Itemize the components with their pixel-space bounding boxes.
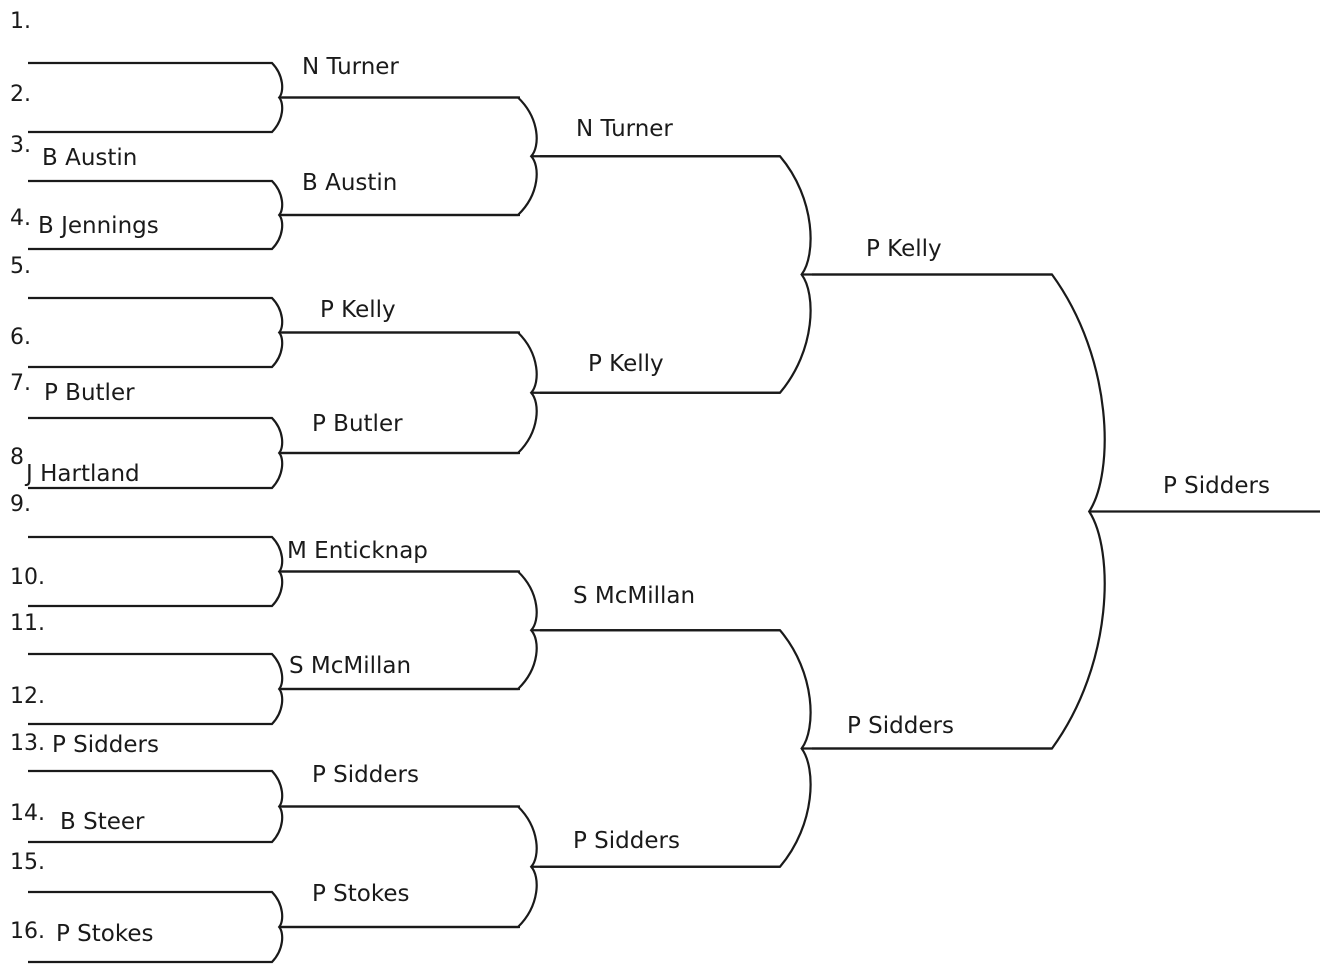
seed-16: 16. [10,919,45,944]
seed-15: 15. [10,850,45,875]
player-3-name: B Austin [42,145,138,171]
seed-10: 10. [10,565,45,590]
semifinal-winner-1: P Kelly [866,236,942,262]
round2-match-1 [282,98,537,216]
seed-3: 3. [10,133,31,158]
round3-winner-3: S McMillan [573,583,696,609]
round3-match-1 [540,156,811,393]
round2-winner-7: P Sidders [312,762,419,788]
round1-match-3 [28,298,282,367]
round2-winner-3: P Kelly [320,297,396,323]
player-13-name: P Sidders [52,732,159,758]
round2-winner-2: B Austin [302,170,398,196]
round1-match-5 [28,537,282,606]
seed-12: 12. [10,684,45,709]
round2-winner-6: S McMillan [289,653,412,679]
round2-match-4 [282,807,537,928]
player-7-name: P Butler [44,380,135,406]
round2-winner-4: P Butler [312,411,403,437]
seed-6: 6. [10,325,31,350]
seed-8: 8 [10,445,24,470]
player-14-name: B Steer [60,809,145,835]
player-4-name: B Jennings [38,213,159,239]
seed-11: 11. [10,611,45,636]
seed-13: 13. [10,731,45,756]
player-8-name: J Hartland [26,461,140,487]
semifinal-winners [847,236,954,739]
round3-winner-4: P Sidders [573,828,680,854]
round2-winner-1: N Turner [302,54,399,80]
seed-5: 5. [10,254,31,279]
seed-4: 4. [10,206,31,231]
round3-winners [573,116,695,854]
seed-7: 7. [10,371,31,396]
seed-2: 2. [10,82,31,107]
round1-names [24,145,159,947]
round1-match-6 [28,654,282,724]
seed-1: 1. [10,9,31,34]
round2-winners [287,54,428,907]
round2-winner-8: P Stokes [312,881,410,907]
round1-match-1 [28,63,282,132]
final-match [812,275,1105,749]
seed-9: 9. [10,492,31,517]
champion-name: P Sidders [1163,473,1270,499]
round3-winner-2: P Kelly [588,351,664,377]
semifinal-winner-2: P Sidders [847,713,954,739]
round2-winner-5: M Enticknap [287,538,428,564]
round3-winner-1: N Turner [576,116,673,142]
seed-14: 14. [10,801,45,826]
player-16-name: P Stokes [56,921,154,947]
